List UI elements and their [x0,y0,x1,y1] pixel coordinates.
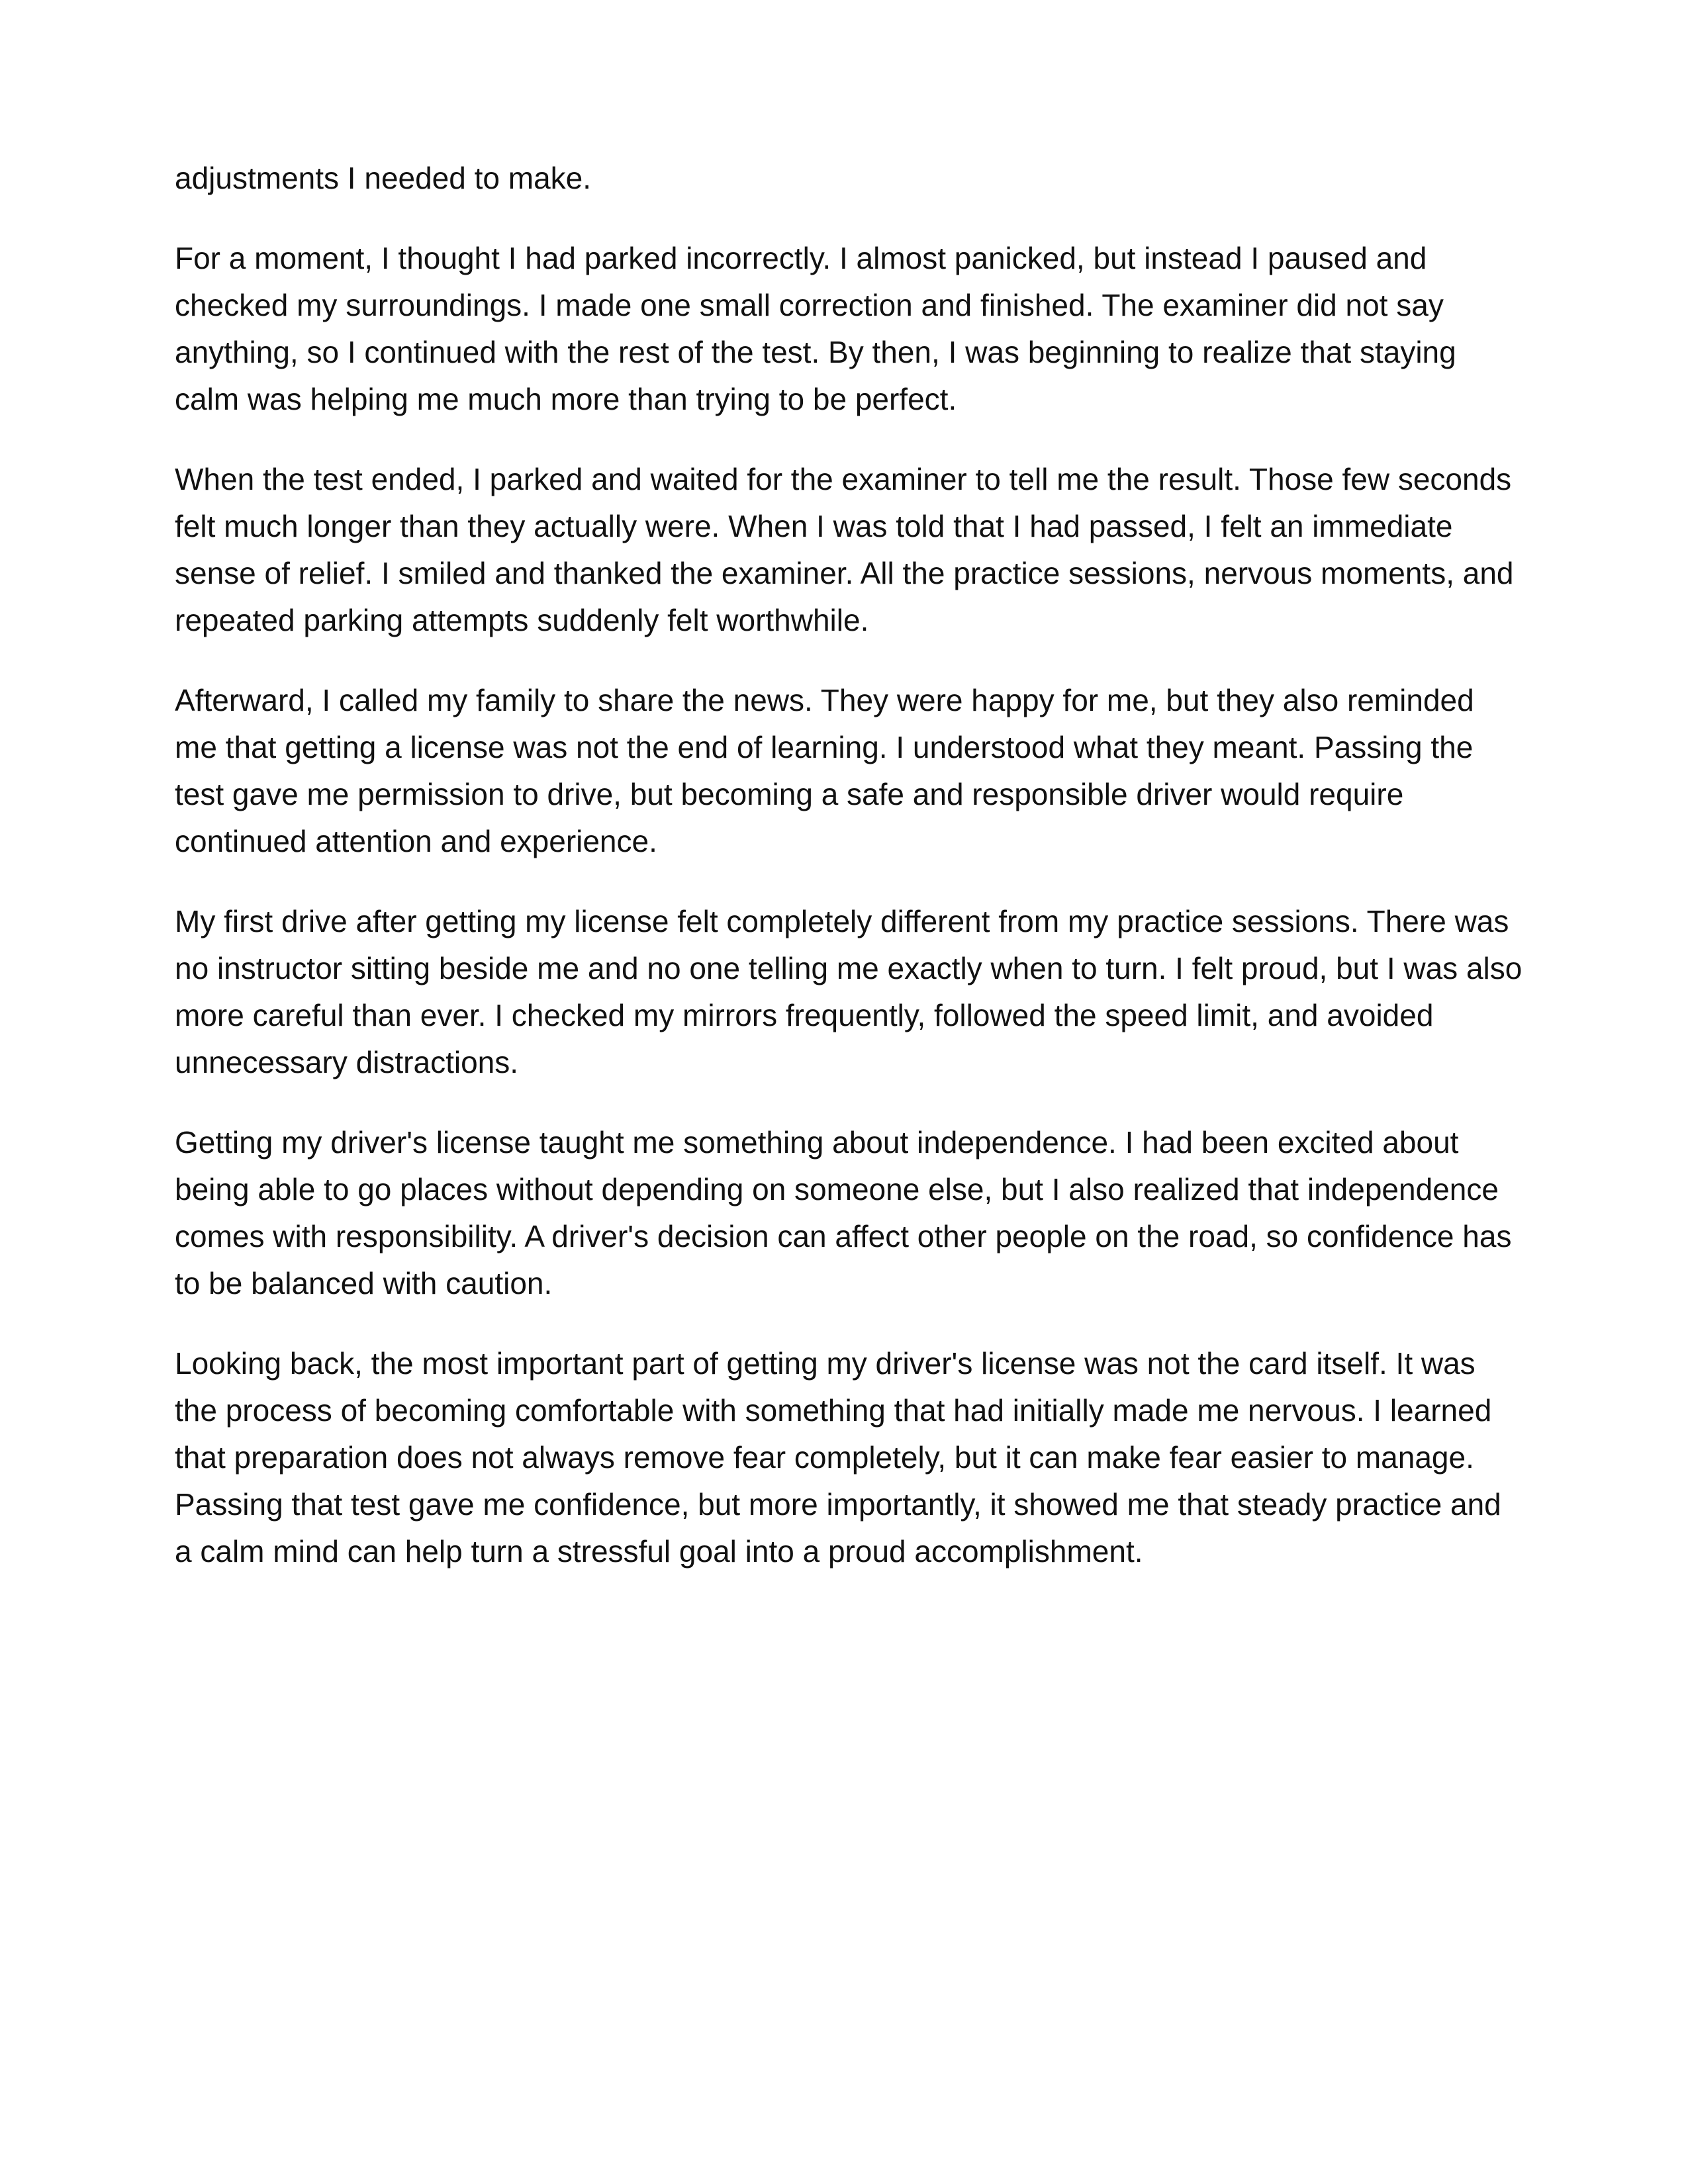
paragraph: My first drive after getting my license felt completely different from my practice sessions. There was no instructor sitting beside me and no one telling me exactly when to turn. I felt proud, but I was also more careful than ever. I checked my mirrors frequently, followed the speed limit, and avoided unnecessary distractions. [175,904,1523,1079]
paragraph: adjustments I needed to make. [175,161,592,195]
paragraph: Afterward, I called my family to share the news. They were happy for me, but they also reminded me that getting a license was not the end of learning. I understood what they meant. Passing the test gave me permission to drive, but becoming a safe and responsible driver would require continued attention and experience. [175,683,1474,858]
paragraph: For a moment, I thought I had parked incorrectly. I almost panicked, but instead I paused and checked my surroundings. I made one small correction and finished. The examiner did not say anything, so I continued with the rest of the test. By then, I was beginning to realize that staying calm was helping me much more than trying to be perfect. [175,241,1456,416]
paragraph: Looking back, the most important part of getting my driver's license was not the card itself. It was the process of becoming comfortable with something that had initially made me nervous. I learned that preparation does not always remove fear completely, but it can make fear easier to manage. Passing that test gave me confidence, but more importantly, it showed me that steady practice and a calm mind can help turn a stressful goal into a proud accomplishment. [175,1346,1501,1569]
paragraph: When the test ended, I parked and waited for the examiner to tell me the result. Those few seconds felt much longer than they actually were. When I was told that I had passed, I felt an immediate sense of relief. I smiled and thanked the examiner. All the practice sessions, nervous moments, and repeated parking attempts suddenly felt worthwhile. [175,462,1514,637]
document-body [175,155,1538,1575]
paragraph: Getting my driver's license taught me something about independence. I had been excited about being able to go places without depending on someone else, but I also realized that independence comes with responsibility. A driver's decision can affect other people on the road, so confidence has to be balanced with caution. [175,1125,1512,1300]
